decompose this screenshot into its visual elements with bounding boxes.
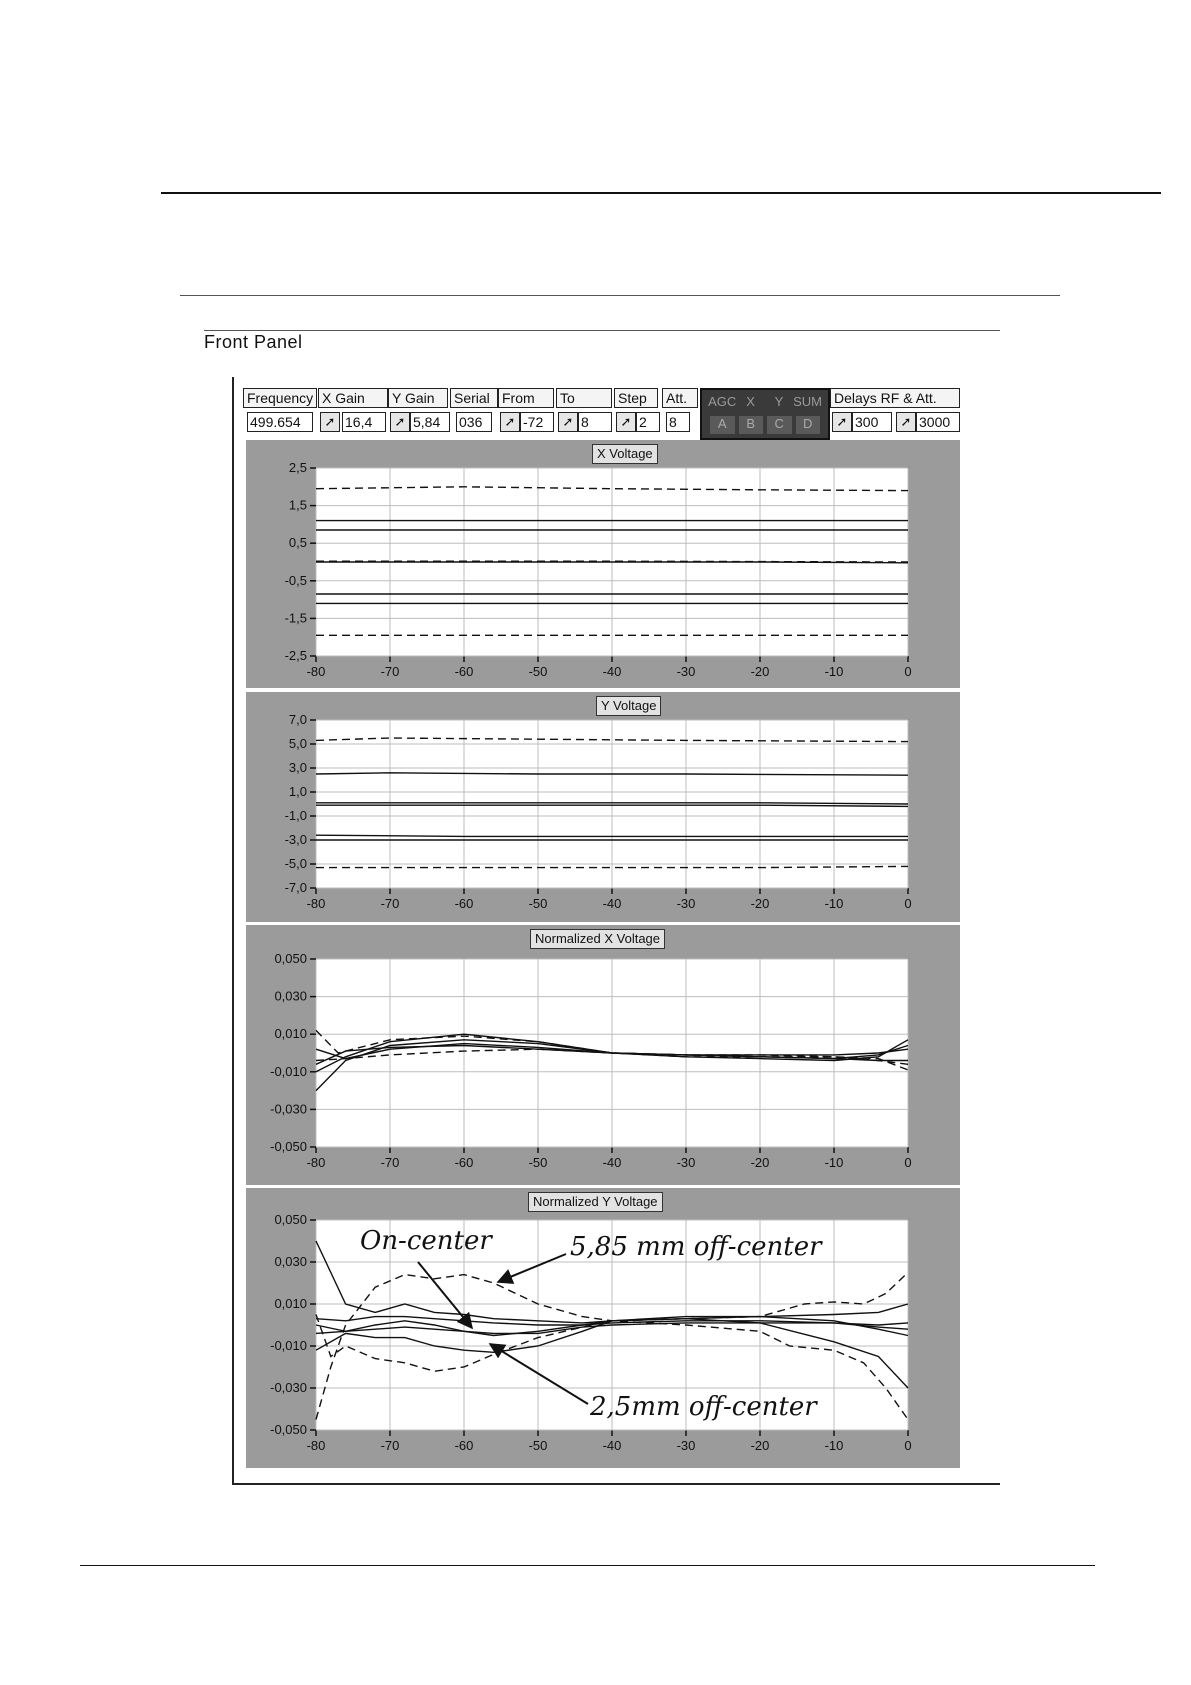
from-increment-icon[interactable]: ➚: [500, 412, 520, 432]
mode-b[interactable]: B: [739, 416, 764, 434]
front-panel-label: Front Panel: [204, 332, 303, 352]
x-tick-label: -30: [676, 1438, 696, 1453]
mode-y[interactable]: Y: [774, 394, 784, 409]
x-tick-label: -50: [528, 1438, 548, 1453]
delays-att-increment-icon[interactable]: ➚: [896, 412, 916, 432]
x-tick-label: -40: [602, 1155, 622, 1170]
x-voltage-title: X Voltage: [592, 444, 658, 464]
y-tick-label: 0,050: [274, 951, 307, 966]
y-tick-label: 7,0: [288, 712, 307, 727]
y-tick-label: -1,5: [284, 610, 307, 626]
y-tick-label: -1,0: [284, 808, 307, 823]
frequency-label: Frequency: [243, 388, 317, 408]
x-tick-label: -50: [528, 664, 548, 679]
x-tick-label: -80: [306, 1155, 326, 1170]
to-increment-icon[interactable]: ➚: [558, 412, 578, 432]
x-tick-label: -10: [824, 896, 844, 911]
arrow-585mm: [498, 1254, 566, 1282]
y-tick-label: 0,010: [274, 1296, 307, 1311]
delays-rf-increment-icon[interactable]: ➚: [832, 412, 852, 432]
y-tick-label: -0,050: [270, 1139, 307, 1154]
y-voltage-title: Y Voltage: [596, 696, 661, 716]
x-tick-label: -10: [824, 1155, 844, 1170]
x-gain-label: X Gain: [318, 388, 388, 408]
y-tick-label: -5,0: [284, 856, 307, 871]
arrow-25mm: [490, 1344, 588, 1404]
y-tick-label: -0,030: [270, 1101, 307, 1117]
y-gain-label: Y Gain: [388, 388, 448, 408]
y-tick-label: -3,0: [284, 832, 307, 847]
to-label: To: [556, 388, 612, 408]
from-label: From: [498, 388, 554, 408]
x-tick-label: -20: [750, 1438, 770, 1453]
x-tick-label: 0: [904, 664, 912, 679]
frequency-field[interactable]: 499.654: [247, 412, 313, 432]
annotation-on-center: On-center: [360, 1226, 492, 1256]
y-tick-label: 0,050: [274, 1212, 307, 1227]
y-tick-label: -0,010: [270, 1063, 307, 1079]
y-tick-label: -0,050: [270, 1422, 307, 1437]
mode-a[interactable]: A: [710, 416, 735, 434]
x-tick-label: -40: [602, 1438, 622, 1453]
step-label: Step: [614, 388, 658, 408]
x-tick-label: -80: [306, 1438, 326, 1453]
x-tick-label: -60: [454, 896, 474, 911]
x-tick-label: 0: [904, 1438, 912, 1453]
normalized-x-voltage-title: Normalized X Voltage: [530, 929, 665, 949]
x-tick-label: -30: [676, 1155, 696, 1170]
from-field[interactable]: -72: [520, 412, 554, 432]
mode-c[interactable]: C: [767, 416, 792, 434]
y-tick-label: 0,030: [274, 1254, 307, 1269]
x-gain-increment-icon[interactable]: ➚: [320, 412, 340, 432]
x-tick-label: -80: [306, 896, 326, 911]
y-tick-label: -0,5: [284, 572, 307, 588]
x-tick-label: -60: [454, 664, 474, 679]
x-tick-label: 0: [904, 1155, 912, 1170]
x-tick-label: -30: [676, 896, 696, 911]
y-tick-label: -7,0: [284, 880, 307, 895]
x-tick-label: -60: [454, 1438, 474, 1453]
y-tick-label: 0,030: [274, 988, 307, 1004]
mode-sum[interactable]: SUM: [793, 394, 823, 409]
x-tick-label: -70: [380, 1155, 400, 1170]
y-tick-label: -0,030: [270, 1380, 307, 1395]
delays-att-field[interactable]: 3000: [916, 412, 960, 432]
x-tick-label: -80: [306, 664, 326, 679]
y-gain-field[interactable]: 5,84: [410, 412, 450, 432]
x-tick-label: -70: [380, 896, 400, 911]
y-tick-label: -2,5: [284, 648, 307, 663]
mode-d[interactable]: D: [796, 416, 821, 434]
y-tick-label: -0,010: [270, 1338, 307, 1353]
y-tick-label: 1,5: [288, 497, 307, 513]
normalized-y-voltage-title: Normalized Y Voltage: [528, 1192, 663, 1212]
serial-label: Serial: [450, 388, 498, 408]
delays-rf-field[interactable]: 300: [852, 412, 892, 432]
x-tick-label: -40: [602, 896, 622, 911]
x-tick-label: -60: [454, 1155, 474, 1170]
serial-field[interactable]: 036: [456, 412, 492, 432]
y-tick-label: 3,0: [288, 760, 307, 775]
y-tick-label: 0,5: [288, 535, 307, 551]
annotation-585mm-off-center: 5,85 mm off-center: [570, 1232, 822, 1262]
y-tick-label: 2,5: [288, 460, 307, 475]
to-field[interactable]: 8: [578, 412, 612, 432]
x-tick-label: -10: [824, 1438, 844, 1453]
x-tick-label: -20: [750, 1155, 770, 1170]
x-tick-label: -40: [602, 664, 622, 679]
x-tick-label: -20: [750, 896, 770, 911]
x-gain-field[interactable]: 16,4: [342, 412, 386, 432]
x-tick-label: -50: [528, 896, 548, 911]
y-tick-label: 0,010: [274, 1026, 307, 1042]
x-tick-label: -70: [380, 664, 400, 679]
x-tick-label: -30: [676, 664, 696, 679]
annotation-25mm-off-center: 2,5mm off-center: [590, 1392, 817, 1422]
mode-x[interactable]: X: [746, 394, 755, 409]
x-tick-label: -70: [380, 1438, 400, 1453]
y-tick-label: 5,0: [288, 736, 307, 751]
att-label: Att.: [662, 388, 698, 408]
y-gain-increment-icon[interactable]: ➚: [390, 412, 410, 432]
step-field[interactable]: 2: [636, 412, 660, 432]
step-increment-icon[interactable]: ➚: [616, 412, 636, 432]
x-tick-label: 0: [904, 896, 912, 911]
y-tick-label: 1,0: [288, 784, 307, 799]
x-tick-label: -10: [824, 664, 844, 679]
att-field[interactable]: 8: [666, 412, 690, 432]
x-tick-label: -20: [750, 664, 770, 679]
arrow-on-center: [418, 1262, 472, 1328]
mode-agc[interactable]: AGC: [708, 394, 737, 409]
delays-label: Delays RF & Att.: [830, 388, 960, 408]
x-tick-label: -50: [528, 1155, 548, 1170]
